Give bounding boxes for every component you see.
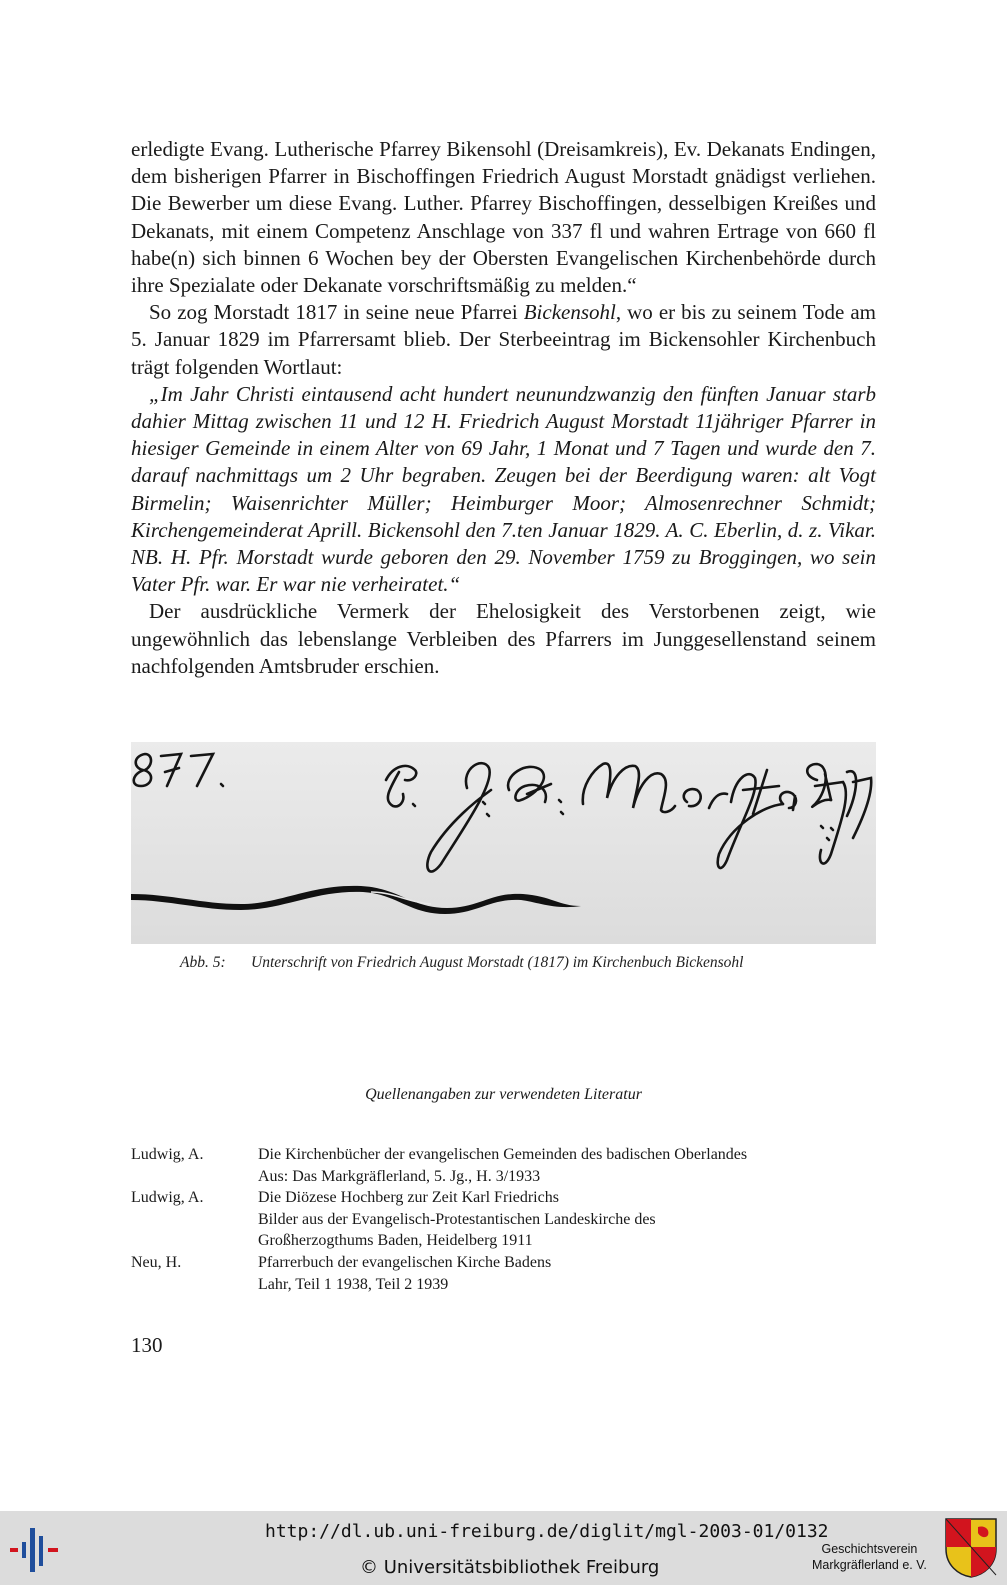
ub-freiburg-logo-icon [8,1528,64,1572]
article-body [131,136,876,680]
reference-title: Die Diözese Hochberg zur Zeit Karl Friedrichs [258,1189,559,1206]
paragraph-2 [131,299,876,381]
paragraph-2-start: So zog Morstadt 1817 in seine neue Pfarrei [149,300,524,325]
reference-title: Pfarrerbuch der evangelischen Kirche Badens [258,1254,552,1271]
figure-caption [180,954,880,972]
paragraph-2-end: , wo er bis zu seinem Tode am 5. Januar 1829 im Pfarrersamt blieb. Der Sterbeeintrag im Bickensohler Kirchenbuch trägt folgenden Wortlaut: [131,300,876,379]
paragraph-4: Der ausdrückliche Vermerk der Ehelosigkeit des Verstorbenen zeigt, wie ungewöhnlich das lebenslange Verbleiben des Pfarrers im Junggesellenstand seinem nachfolgenden Amtsbruder erschien. [131,599,876,678]
signature-figure [131,742,876,944]
footer-organization [812,1541,927,1573]
coat-of-arms-icon [944,1517,998,1579]
page-number: 130 [131,1333,163,1357]
reference-source: Lahr, Teil 1 1938, Teil 2 1939 [258,1275,449,1293]
org-name-line-2: Markgräflerland e. V. [812,1558,927,1572]
caption-text: Unterschrift von Friedrich August Morstadt (1817) im Kirchenbuch Bickensohl [251,954,744,971]
place-name-bickensohl: Bickensohl [523,300,616,325]
caption-label: Abb. 5: [180,954,226,971]
org-name-line-1: Geschichtsverein [821,1542,918,1556]
digitization-footer [0,1511,1007,1585]
reference-title: Die Kirchenbücher der evangelischen Gemeinden des badischen Oberlandes [258,1146,748,1163]
reference-source: Aus: Das Markgräflerland, 5. Jg., H. 3/1933 [258,1167,541,1185]
reference-author: Ludwig, A. [131,1189,204,1206]
paragraph-1: erledigte Evang. Lutherische Pfarrey Bikensohl (Dreisamkreis), Ev. Dekanats Endingen, dem bisherigen Pfarrer in Bischoffingen Friedrich August Morstadt gnädigst verliehen. Die Bewerber um diese Evang. Luther. Pfarrey Bischoffingen, desselbigen Kreißes und Dekanats, mit einem Competenz Anschlage von 337 fl und wahren Ertrage von 660 fl habe(n) sich binnen 6 Wochen bey der Obersten Evangelischen Kirchenbehörde durch ihre Spezialate oder Dekanate vorschriftsmäßig zu melden.“ [131,137,876,298]
footer-copyright: © Universitätsbibliothek Freiburg [360,1557,660,1578]
reference-author: Neu, H. [131,1254,182,1271]
handwritten-signature-image [131,742,876,944]
reference-author: Ludwig, A. [131,1146,204,1163]
references-heading: Quellenangaben zur verwendeten Literatur [365,1086,642,1103]
burial-record-quote: „Im Jahr Christi eintausend acht hundert neunundzwanzig den fünften Januar starb dahier Mittag zwischen 11 und 12 H. Friedrich August Morstadt 11jähriger Pfarrer in hiesiger Gemeinde in einem Alter von 69 Jahr, 1 Monat und 7 Tagen und wurde den 7. darauf nachmittags um 2 Uhr begraben. Zeugen bei der Beerdigung waren: alt Vogt Birmelin; Waisenrichter Müller; Heimburger Moor; Almosenrechner Schmidt; Kirchengemeinderat Aprill. Bickensohl den 7.ten Januar 1829. A. C. Eberlin, d. z. Vikar. NB. H. Pfr. Morstadt wurde geboren den 29. November 1759 zu Broggingen, wo sein Vater Pfr. war. Er war nie verheiratet.“ [131,381,876,597]
reference-source: Bilder aus der Evangelisch-Protestantischen Landeskirche des [258,1210,656,1228]
reference-source-cont: Großherzogthums Baden, Heidelberg 1911 [258,1232,533,1249]
footer-url-link[interactable]: http://dl.ub.uni-freiburg.de/diglit/mgl-2003-01/0132 [265,1521,829,1542]
